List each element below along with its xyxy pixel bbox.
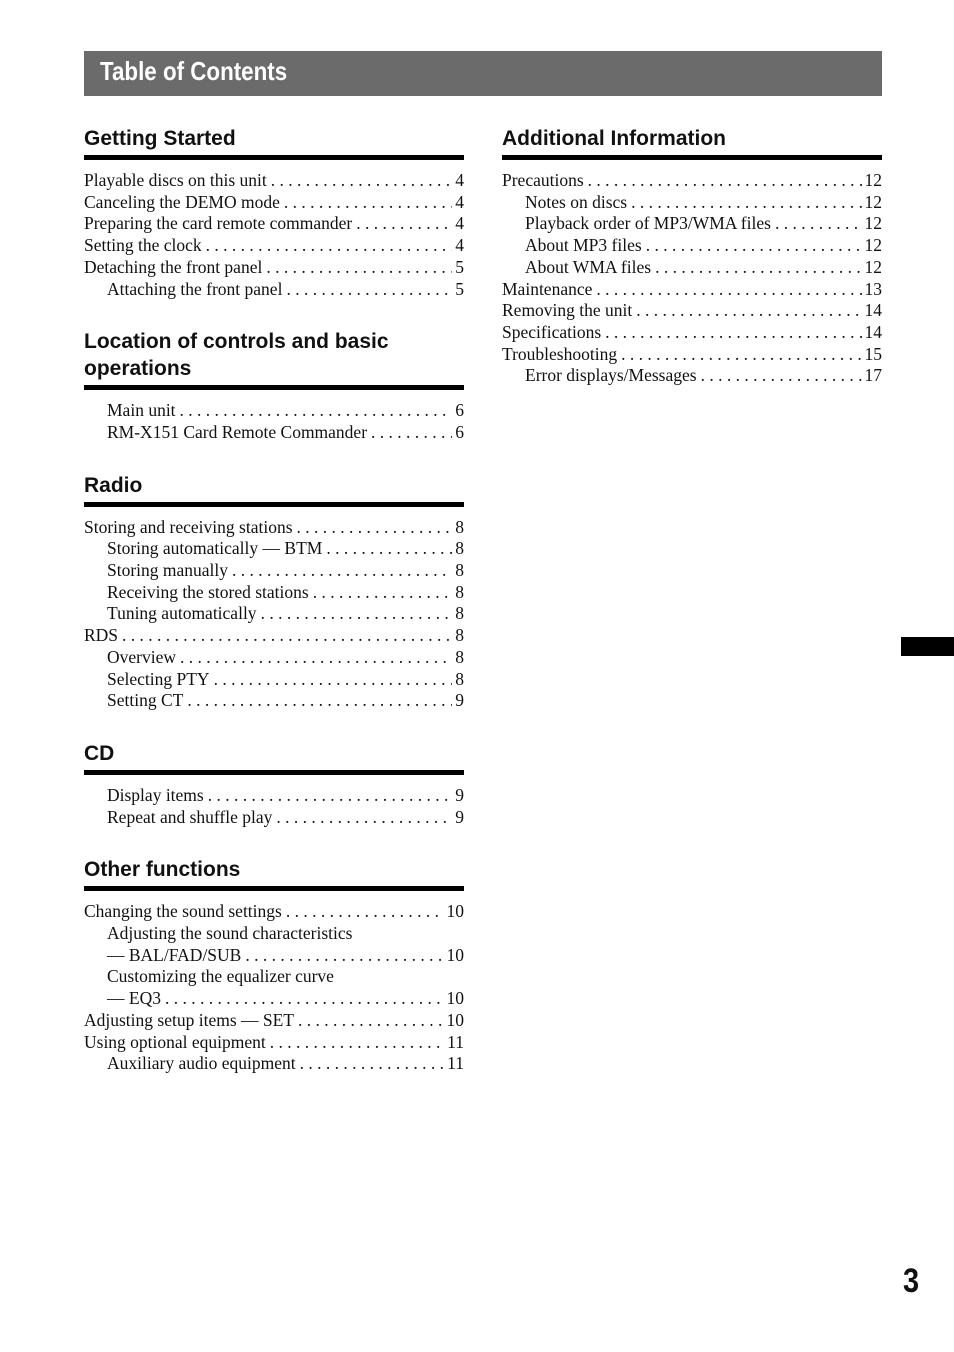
toc-entry-page: 11 — [447, 1053, 464, 1074]
dot-leader — [270, 1032, 444, 1054]
dot-leader — [636, 300, 861, 322]
dot-leader — [775, 213, 862, 235]
toc-entry-label: Canceling the DEMO mode — [84, 191, 280, 212]
toc-entry[interactable] — [84, 945, 464, 967]
toc-entry-page: 12 — [864, 213, 882, 234]
toc-section — [84, 327, 464, 443]
dot-leader — [631, 192, 861, 214]
toc-entry-page: 5 — [455, 256, 464, 277]
toc-entry-page: 12 — [864, 170, 882, 190]
toc-section — [84, 471, 464, 712]
toc-entry[interactable] — [84, 1053, 464, 1075]
toc-entry[interactable] — [502, 344, 882, 366]
toc-entry[interactable] — [84, 517, 464, 539]
toc-entry-page: 12 — [864, 256, 882, 277]
toc-entry[interactable] — [502, 365, 882, 387]
toc-entry-page: 8 — [455, 646, 464, 667]
dot-leader — [596, 279, 861, 301]
dot-leader — [122, 625, 452, 647]
toc-entry-page: 8 — [455, 625, 464, 646]
toc-entry-page: 8 — [455, 538, 464, 559]
toc-section — [502, 124, 882, 387]
toc-entry-label: Error displays/Messages — [525, 365, 697, 386]
toc-entry-page: 10 — [446, 1009, 464, 1030]
toc-entry-label: Main unit — [107, 400, 176, 421]
toc-entry[interactable] — [84, 257, 464, 279]
toc-entry-label: Display items — [107, 784, 204, 805]
dot-leader — [297, 517, 453, 539]
toc-entry[interactable] — [84, 625, 464, 647]
toc-entry[interactable] — [84, 170, 464, 192]
dot-leader — [646, 235, 862, 257]
dot-leader — [187, 690, 452, 712]
toc-entry[interactable] — [84, 988, 464, 1010]
toc-entry[interactable] — [84, 560, 464, 582]
section-heading: Location of controls and basic operations — [84, 327, 464, 390]
toc-entry-label: Maintenance — [502, 278, 593, 299]
toc-entry-page: 8 — [455, 668, 464, 689]
toc-entry-page: 8 — [455, 603, 464, 624]
toc-entry-page: 17 — [864, 365, 882, 386]
dot-leader — [206, 235, 453, 257]
toc-entry-label: Preparing the card remote commander — [84, 213, 353, 234]
toc-entry-page: 6 — [455, 400, 464, 421]
toc-entry[interactable] — [502, 235, 882, 257]
page-title: Table of Contents — [100, 56, 288, 86]
dot-leader — [371, 422, 452, 444]
toc-entry-label: Precautions — [502, 170, 584, 190]
toc-entry-label: Setting the clock — [84, 235, 202, 256]
toc-entry[interactable] — [84, 603, 464, 625]
toc-entry-label: Setting CT — [107, 690, 184, 711]
toc-entry[interactable] — [84, 192, 464, 214]
toc-entry[interactable] — [84, 785, 464, 807]
toc-entry[interactable] — [502, 213, 882, 235]
toc-entry-page: 12 — [864, 235, 882, 256]
toc-entry-label: — EQ3 — [107, 988, 161, 1009]
toc-entry-label: Adjusting setup items — SET — [84, 1009, 294, 1030]
toc-section — [84, 124, 464, 300]
toc-entry-page: 9 — [455, 784, 464, 805]
toc-entry-label: Overview — [107, 646, 177, 667]
dot-leader — [621, 344, 861, 366]
toc-entry-label: Playable discs on this unit — [84, 170, 267, 190]
toc-entry-label: Receiving the stored stations — [107, 581, 309, 602]
toc-entry[interactable] — [84, 807, 464, 829]
toc-entry-page: 15 — [864, 343, 882, 364]
toc-entry-label: Adjusting the sound characteristics — [107, 923, 353, 944]
toc-entry[interactable] — [84, 279, 464, 301]
toc-entry-label: Selecting PTY — [107, 668, 210, 689]
dot-leader — [208, 785, 453, 807]
dot-leader — [276, 807, 452, 829]
toc-entry-page: 4 — [455, 170, 464, 190]
toc-entry-page: 10 — [446, 944, 464, 965]
toc-entry-page: 9 — [455, 690, 464, 711]
section-heading: Radio — [84, 471, 464, 507]
toc-entry-label: Storing automatically — BTM — [107, 538, 323, 559]
dot-leader — [266, 257, 452, 279]
dot-leader — [298, 1010, 444, 1032]
toc-entry-label: Storing manually — [107, 560, 229, 581]
toc-entry[interactable] — [502, 192, 882, 214]
toc-header-banner — [84, 51, 882, 96]
dot-leader — [284, 192, 452, 214]
toc-entry-label: Specifications — [502, 321, 602, 342]
toc-entry-label: Removing the unit — [502, 300, 633, 321]
toc-entry-page: 12 — [864, 191, 882, 212]
toc-entry-label: Auxiliary audio equipment — [107, 1053, 296, 1074]
toc-entry-label: Storing and receiving stations — [84, 516, 293, 537]
dot-leader — [605, 322, 861, 344]
toc-entry-page: 9 — [455, 806, 464, 827]
toc-entry-page: 4 — [455, 235, 464, 256]
toc-entry-page: 14 — [864, 300, 882, 321]
dot-leader — [300, 1053, 445, 1075]
dot-leader — [214, 669, 453, 691]
page-number: 3 — [903, 1262, 920, 1300]
toc-entry-page: 10 — [446, 988, 464, 1009]
toc-entry-page: 8 — [455, 560, 464, 581]
toc-entry-label: About WMA files — [525, 256, 652, 277]
toc-entry-label: Changing the sound settings — [84, 901, 282, 922]
toc-entry-label: RDS — [84, 625, 119, 646]
toc-entry[interactable] — [84, 923, 464, 945]
dot-leader — [655, 257, 861, 279]
toc-entry[interactable] — [84, 647, 464, 669]
toc-entry-label: Detaching the front panel — [84, 256, 263, 277]
dot-leader — [180, 647, 452, 669]
dot-leader — [245, 945, 443, 967]
toc-entry[interactable] — [84, 538, 464, 560]
toc-entry-label: About MP3 files — [525, 235, 642, 256]
toc-entry-page: 8 — [455, 516, 464, 537]
section-heading: Additional Information — [502, 124, 882, 160]
toc-entry[interactable] — [84, 213, 464, 235]
toc-entry-page: 4 — [455, 191, 464, 212]
toc-entry-label: Using optional equipment — [84, 1031, 266, 1052]
toc-entry-label: Notes on discs — [525, 191, 628, 212]
dot-leader — [232, 560, 452, 582]
dot-leader — [165, 988, 444, 1010]
toc-right-column — [502, 124, 882, 414]
dot-leader — [286, 279, 452, 301]
toc-entry[interactable] — [84, 235, 464, 257]
toc-entry-page: 10 — [446, 901, 464, 922]
dot-leader — [180, 400, 453, 422]
toc-entry-label: Tuning automatically — [107, 603, 257, 624]
dot-leader — [271, 170, 452, 192]
toc-entry[interactable] — [84, 400, 464, 422]
dot-leader — [313, 582, 453, 604]
toc-entry-page: 14 — [864, 321, 882, 342]
toc-entry[interactable] — [84, 901, 464, 923]
section-heading: Other functions — [84, 855, 464, 891]
toc-entry-label: RM-X151 Card Remote Commander — [107, 421, 368, 442]
dot-leader — [356, 213, 452, 235]
section-heading: Getting Started — [84, 124, 464, 160]
toc-entry[interactable] — [502, 300, 882, 322]
toc-entry-label: Customizing the equalizer curve — [107, 966, 334, 987]
dot-leader — [286, 901, 444, 923]
toc-entry-label: Troubleshooting — [502, 343, 618, 364]
toc-entry[interactable] — [502, 279, 882, 301]
toc-entry[interactable] — [84, 966, 464, 988]
toc-section — [84, 855, 464, 1075]
toc-entry-label: Attaching the front panel — [107, 278, 283, 299]
toc-entry-page: 8 — [455, 581, 464, 602]
dot-leader — [261, 603, 453, 625]
section-thumb-tab — [901, 637, 954, 656]
toc-section — [84, 739, 464, 828]
dot-leader — [701, 365, 862, 387]
toc-entry[interactable] — [84, 1010, 464, 1032]
toc-entry-page: 5 — [455, 278, 464, 299]
toc-entry[interactable] — [84, 1032, 464, 1054]
toc-entry[interactable] — [502, 257, 882, 279]
toc-entry-label: — BAL/FAD/SUB — [107, 944, 242, 965]
toc-entry-label: Repeat and shuffle play — [107, 806, 273, 827]
toc-left-column — [84, 124, 464, 1102]
toc-entry[interactable] — [84, 669, 464, 691]
toc-entry[interactable] — [84, 422, 464, 444]
toc-entry-label: Playback order of MP3/WMA files — [525, 213, 771, 234]
dot-leader — [588, 170, 862, 192]
toc-entry-page: 6 — [455, 421, 464, 442]
toc-entry[interactable] — [84, 582, 464, 604]
dot-leader — [326, 538, 452, 560]
toc-entry-page: 13 — [864, 278, 882, 299]
toc-entry[interactable] — [502, 170, 882, 192]
toc-entry[interactable] — [502, 322, 882, 344]
toc-entry[interactable] — [84, 690, 464, 712]
toc-entry-page: 4 — [455, 213, 464, 234]
toc-entry-page: 11 — [447, 1031, 464, 1052]
section-heading: CD — [84, 739, 464, 775]
